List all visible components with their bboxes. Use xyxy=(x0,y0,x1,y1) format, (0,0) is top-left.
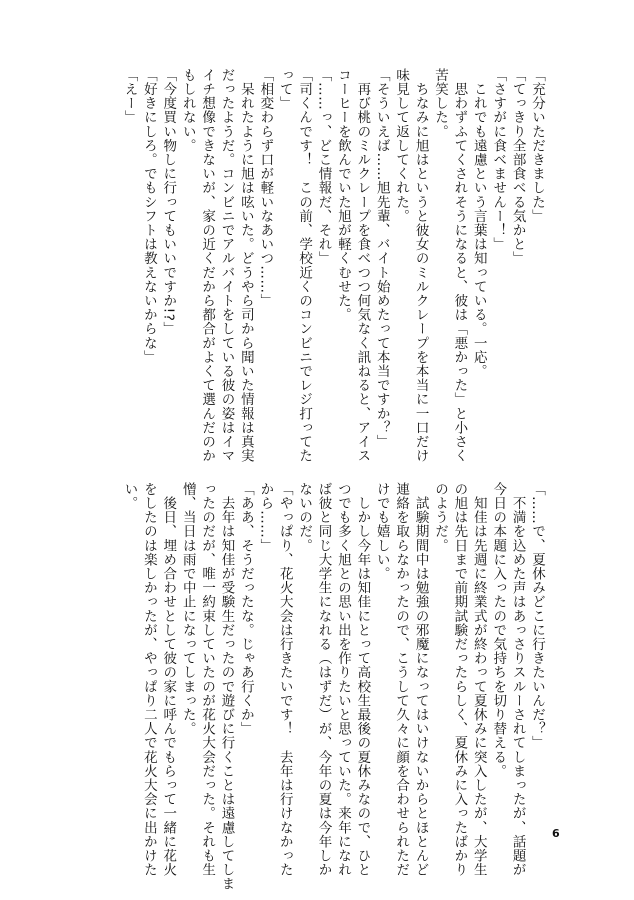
text-line: もしれない。 xyxy=(179,68,196,153)
upper-text-block xyxy=(119,68,546,463)
text-line: 「……っ、どこ情報だ、それ」 xyxy=(315,68,332,266)
text-line: から……」 xyxy=(257,482,274,553)
text-line: 「そういえば……旭先輩、バイト始めたって本当ですか？」 xyxy=(373,68,390,449)
text-line: 思わずふてくされそうになると、彼は「悪かった」と小さく xyxy=(451,68,468,463)
text-line: 味見して返してくれた。 xyxy=(393,68,410,224)
text-line: けでも嬉しい。 xyxy=(373,482,390,581)
text-line: だったようだ。コンビニでアルバイトをしている彼の姿はイマ xyxy=(218,68,235,463)
text-line: の旭は先日まで前期試験だったらしく、夏休みに入ったばかり xyxy=(451,482,468,877)
text-line: しかし今年は知佳にとって高校生最後の夏休みなので、ひと xyxy=(354,482,371,877)
text-line: 後日、埋め合わせとして彼の家に呼んでもらって一緒に花火 xyxy=(160,482,177,877)
text-line: 「……で、夏休みどこに行きたいんだ？」 xyxy=(529,482,545,750)
text-line: 今日の本題に入ったので気持ちを切り替える。 xyxy=(490,482,507,779)
text-line: 試験期間中は勉強の邪魔になってはいけないからとほとんど xyxy=(412,482,429,877)
text-line: イチ想像できないが、家の近くだから都合がよくて選んだのか xyxy=(199,68,216,463)
text-line: 不満を込めた声はあっさりスルーされてしまったが、話題が xyxy=(509,482,526,877)
text-line: 「えー」 xyxy=(121,68,138,125)
text-line: 「好きにしろ。でもシフトは教えないからな」 xyxy=(140,68,157,365)
text-line: 再び桃のミルクレープを食べつつ何気なく訊ねると、アイス xyxy=(354,68,371,463)
text-line: 「相変わらず口が軽いなあいつ……」 xyxy=(257,68,274,308)
text-line: 連絡を取らなかったので、こうして久々に顔を合わせられただ xyxy=(393,482,410,877)
lower-text-block xyxy=(119,482,546,891)
text-line: 「てっきり全部食べる気かと」 xyxy=(509,68,526,266)
text-line: 「やっぱり、花火大会は行きたいです！ 去年は行けなかった xyxy=(276,482,293,877)
text-line: ちなみに旭はというと彼女のミルクレープを本当に一口だけ xyxy=(412,68,429,463)
text-line: 「司くんです！ この前、学校近くのコンビニでレジ打ってた xyxy=(296,68,313,463)
text-line: ないのだ。 xyxy=(296,482,313,553)
text-line: って」 xyxy=(276,68,293,111)
text-line: 「充分いただきました」 xyxy=(529,68,545,224)
text-line: 去年は知佳が受験生だったので遊びに行くことは遠慮してしま xyxy=(218,482,235,891)
text-line: い。 xyxy=(121,482,138,511)
text-line: のようだ。 xyxy=(431,482,448,553)
text-line: ったのだが、唯一約束していたのが花火大会だった。それも生 xyxy=(199,482,216,877)
text-line: をしたのは楽しかったが、やっぱり二人で花火大会に出かけた xyxy=(140,482,157,877)
text-line: 「ああ、そうだったな。じゃあ行くか」 xyxy=(237,482,254,736)
text-line: 「今度買い物しに行ってもいいですか!?」 xyxy=(160,68,177,336)
text-line: ば彼と同じ大学生になれる（はずだ）が、今年の夏は今年しか xyxy=(315,482,332,877)
page-number: 6 xyxy=(552,827,560,840)
text-line: 苦笑した。 xyxy=(431,68,448,139)
text-line: 「さすがに食べませんー！」 xyxy=(490,68,507,252)
text-line: コーヒーを飲んでいた旭が軽くむせた。 xyxy=(334,68,351,322)
text-line: これでも遠慮という言葉は知っている。一応。 xyxy=(470,68,487,379)
text-line: 知佳は先週に終業式が終わって夏休みに突入したが、大学生 xyxy=(470,482,487,877)
text-line: つでも多く旭との思い出を作りたいと思っていた。来年になれ xyxy=(334,482,351,877)
text-line: 呆れたように旭は呟いた。どうやら司から聞いた情報は真実 xyxy=(237,68,254,463)
text-line: 憎、当日は雨で中止になってしまった。 xyxy=(179,482,196,736)
